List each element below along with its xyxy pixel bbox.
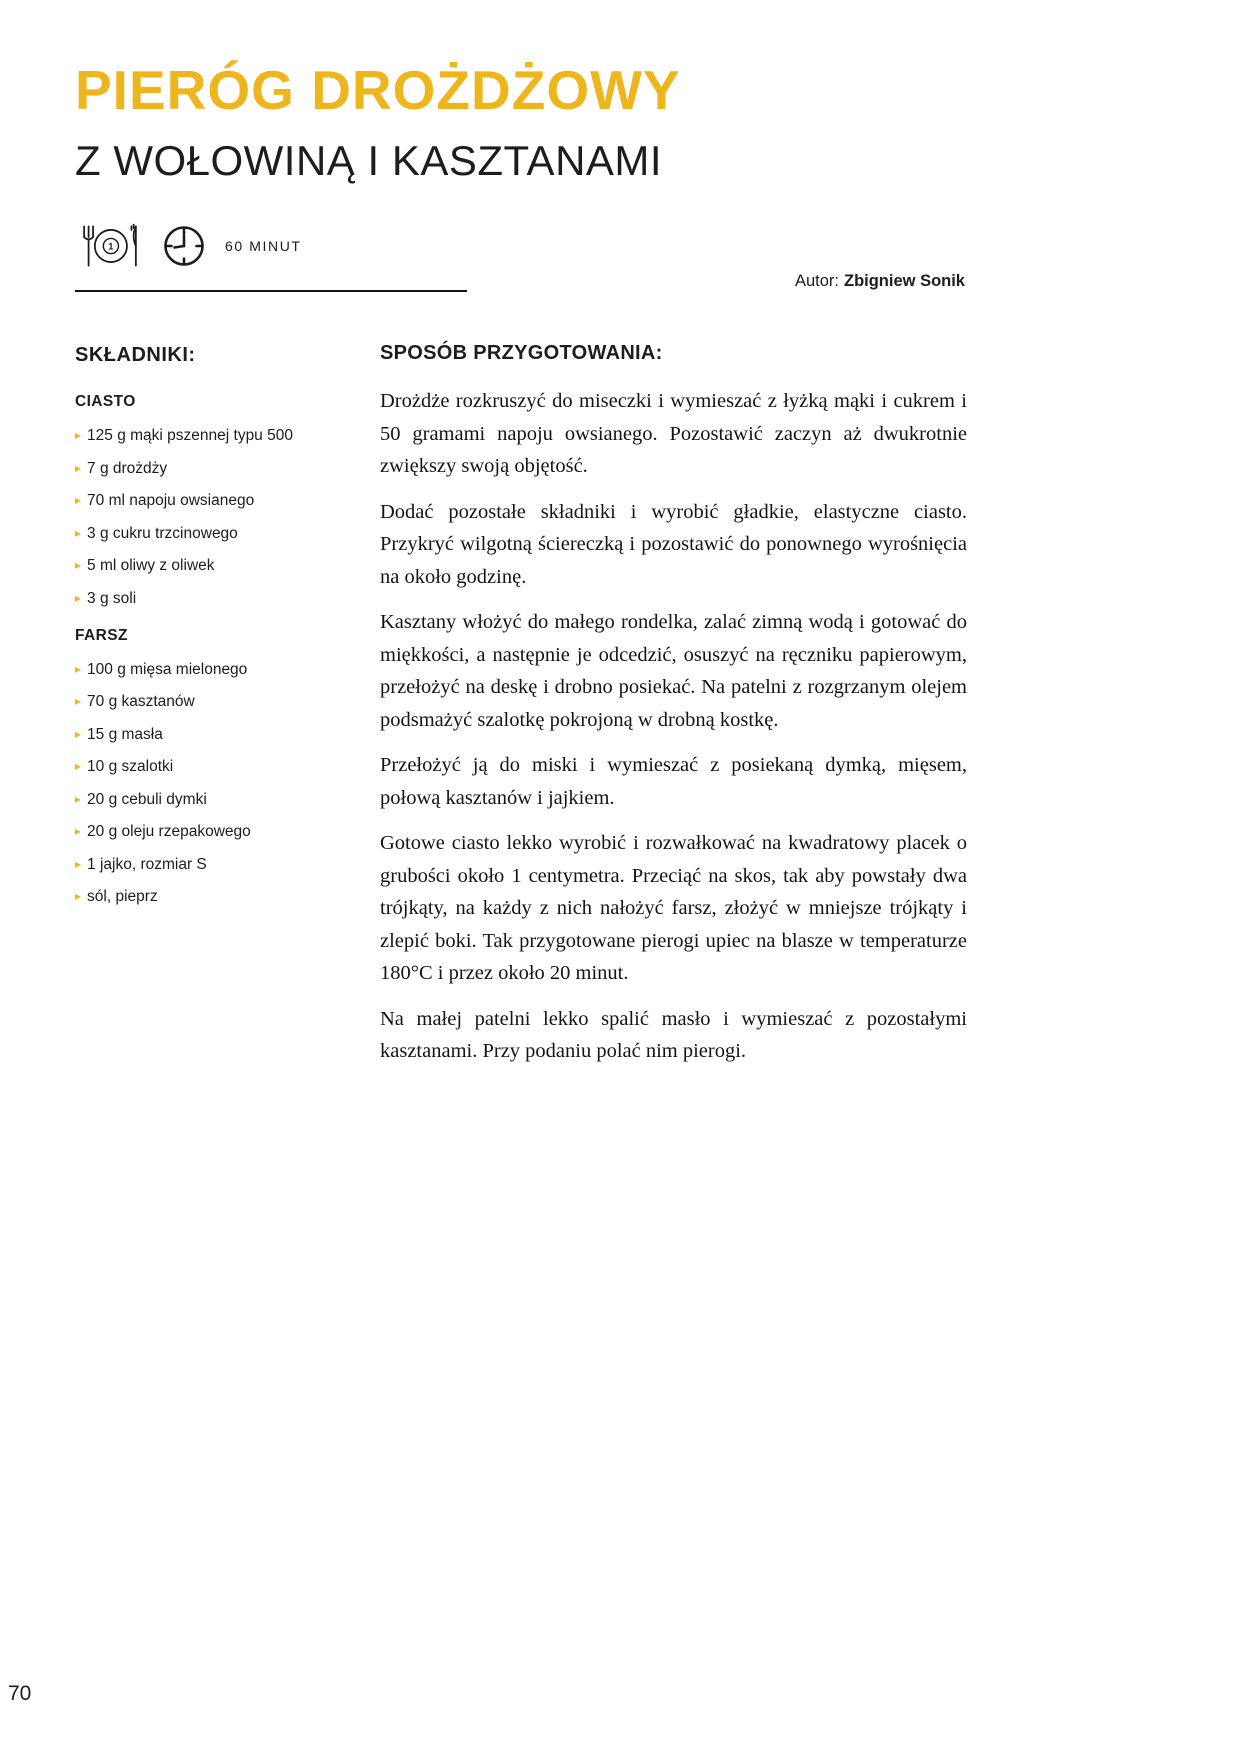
preparation-section bbox=[380, 342, 967, 1068]
bullet-triangle-icon: ▸ bbox=[75, 889, 82, 903]
ingredient-item bbox=[75, 726, 345, 743]
ingredient-item bbox=[75, 427, 345, 444]
ingredient-item bbox=[75, 856, 345, 873]
recipe-title: PIERÓG DROŻDŻOWY bbox=[75, 59, 681, 121]
ingredients-section bbox=[75, 344, 345, 921]
ingredient-text: 15 g masła bbox=[87, 725, 163, 743]
bullet-triangle-icon: ▸ bbox=[75, 726, 82, 741]
ingredient-item bbox=[75, 888, 345, 905]
ingredient-item bbox=[75, 557, 345, 574]
bullet-triangle-icon: ▸ bbox=[75, 493, 82, 507]
ingredient-text: 70 ml napoju owsianego bbox=[87, 492, 255, 509]
clock-icon bbox=[161, 223, 207, 269]
ingredient-item bbox=[75, 661, 345, 678]
ingredient-text: 5 ml oliwy z oliwek bbox=[87, 557, 215, 574]
bullet-triangle-icon: ▸ bbox=[75, 558, 82, 572]
bullet-triangle-icon: ▸ bbox=[75, 759, 82, 773]
recipe-subtitle: Z WOŁOWINĄ I KASZTANAMI bbox=[75, 137, 663, 184]
preparation-step: Dodać pozostałe składniki i wyrobić gładkie, elastyczne ciasto. Przykryć wilgotną ściereczką i pozostawić do ponownego wyrośnięcia na około godzinę. bbox=[380, 500, 967, 588]
divider-line bbox=[75, 290, 467, 292]
author-line bbox=[795, 272, 965, 291]
ingredient-item bbox=[75, 758, 345, 775]
ingredient-item bbox=[75, 525, 345, 542]
ingredient-text: 70 g kasztanów bbox=[87, 693, 195, 710]
bullet-triangle-icon: ▸ bbox=[75, 791, 82, 806]
prep-time-label: 60 MINUT bbox=[225, 238, 302, 254]
bullet-triangle-icon: ▸ bbox=[75, 824, 82, 838]
ingredient-item bbox=[75, 823, 345, 840]
ingredient-item bbox=[75, 492, 345, 509]
recipe-meta-row bbox=[77, 218, 302, 274]
ingredient-text: 3 g soli bbox=[87, 589, 137, 607]
preparation-step: Gotowe ciasto lekko wyrobić i rozwałkować na kwadratowy placek o grubości około 1 centymetra. Przeciąć na skos, tak aby powstały dwa trójkąty, na każdy z nich nałożyć farsz, złożyć w mniejsze trójkąty i zlepić boki. Tak przygotowane pierogi upiec na blasze w temperaturze 180°C i przez około 20 minut. bbox=[380, 832, 967, 984]
ingredient-group-ciasto bbox=[75, 393, 345, 607]
ingredient-text: 125 g mąki pszennej typu 500 bbox=[87, 427, 293, 444]
ingredient-item bbox=[75, 460, 345, 477]
bullet-triangle-icon: ▸ bbox=[75, 694, 82, 708]
ingredient-text: 3 g cukru trzcinowego bbox=[87, 524, 238, 542]
preparation-step: Na małej patelni lekko spalić masło i wymieszać z pozostałymi kasztanami. Przy podaniu polać nim pierogi. bbox=[380, 1007, 967, 1062]
ingredient-text: 20 g cebuli dymki bbox=[87, 790, 207, 808]
preparation-step: Kasztany włożyć do małego rondelka, zalać zimną wodą i gotować do miękkości, a następnie je odcedzić, osuszyć na ręczniku papierowym, przełożyć na deskę i drobno posiekać. Na patelni z rozgrzanym olejem podsmażyć szalotkę pokrojoną w drobną kostkę. bbox=[380, 611, 967, 731]
bullet-triangle-icon: ▸ bbox=[75, 460, 82, 475]
author-label: Autor: bbox=[794, 272, 839, 290]
author-name: Zbigniew Sonik bbox=[843, 272, 965, 290]
bullet-triangle-icon: ▸ bbox=[75, 525, 82, 540]
ingredient-list bbox=[75, 427, 345, 607]
preparation-step: Drożdże rozkruszyć do miseczki i wymieszać z łyżką mąki i cukrem i 50 gramami napoju owsianego. Pozostawić zaczyn aż dwukrotnie zwiększy swoją objętość. bbox=[380, 390, 967, 477]
preparation-heading: SPOSÓB PRZYGOTOWANIA: bbox=[380, 342, 663, 364]
ingredient-group-farsz bbox=[75, 627, 345, 906]
bullet-triangle-icon: ▸ bbox=[75, 590, 82, 605]
page-number: 70 bbox=[8, 1682, 32, 1705]
ingredient-text: 1 jajko, rozmiar S bbox=[87, 855, 207, 873]
ingredient-text: 7 g drożdży bbox=[87, 459, 168, 477]
ingredient-text: 100 g mięsa mielonego bbox=[87, 660, 248, 678]
bullet-triangle-icon: ▸ bbox=[75, 661, 82, 676]
ingredient-text: 10 g szalotki bbox=[87, 758, 174, 775]
ingredient-group-title: CIASTO bbox=[75, 393, 136, 410]
servings-plate-icon bbox=[77, 218, 143, 274]
bullet-triangle-icon: ▸ bbox=[75, 856, 82, 871]
preparation-step: Przełożyć ją do miski i wymieszać z posiekaną dymką, mięsem, połową kasztanów i jajkiem. bbox=[380, 754, 967, 809]
ingredients-heading: SKŁADNIKI: bbox=[75, 344, 196, 366]
ingredient-item bbox=[75, 590, 345, 607]
bullet-triangle-icon: ▸ bbox=[75, 428, 82, 442]
ingredient-text: sól, pieprz bbox=[87, 888, 158, 905]
ingredient-item bbox=[75, 791, 345, 808]
ingredient-item bbox=[75, 693, 345, 710]
servings-count: 1 bbox=[108, 241, 114, 252]
ingredient-text: 20 g oleju rzepakowego bbox=[87, 823, 251, 840]
ingredient-group-title: FARSZ bbox=[75, 626, 128, 644]
ingredient-list bbox=[75, 661, 345, 906]
